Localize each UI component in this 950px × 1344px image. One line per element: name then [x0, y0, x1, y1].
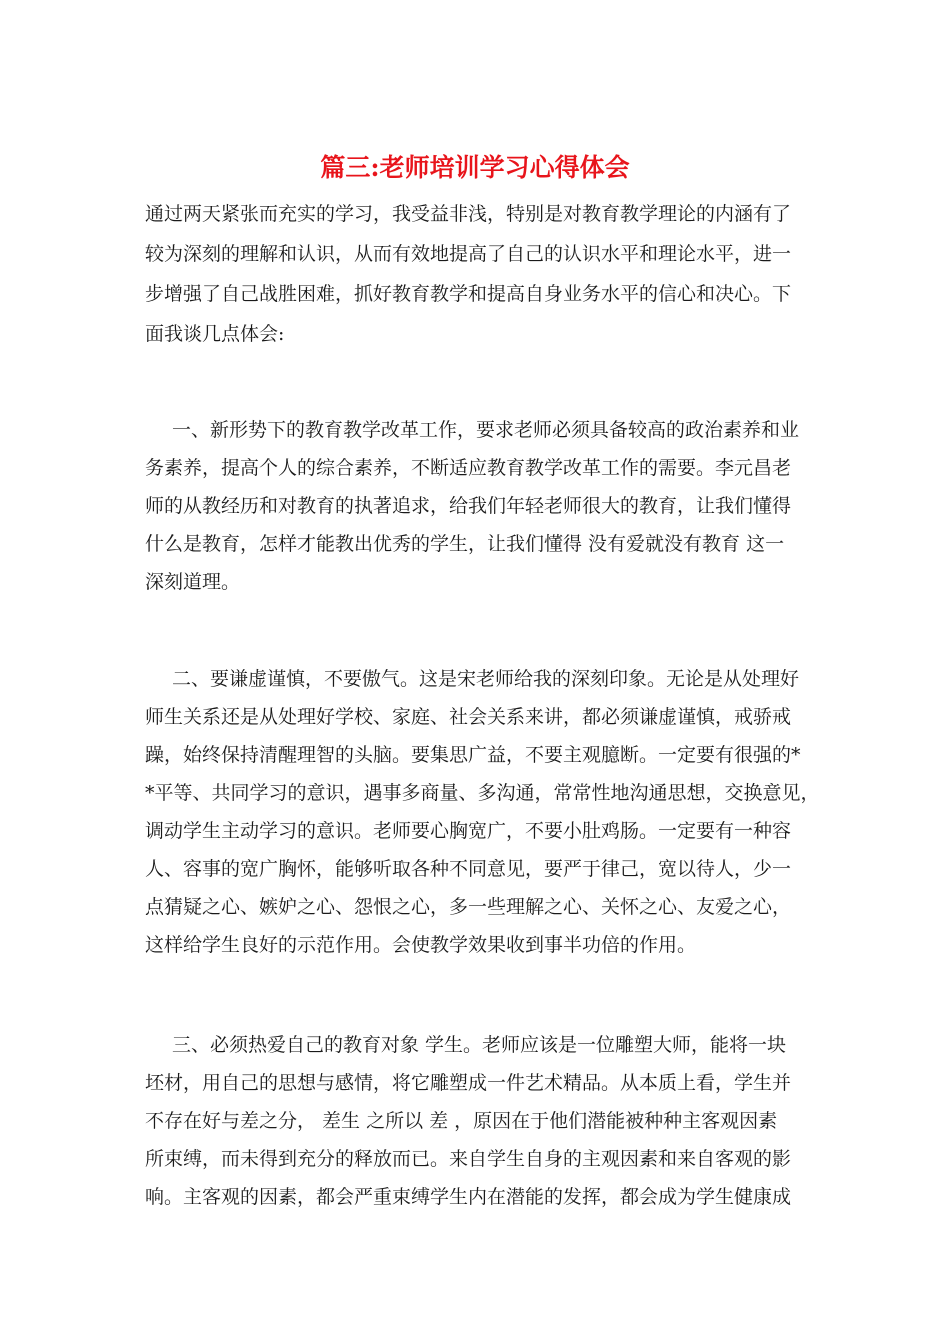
- paragraph-2-line-2: 务素养，提高个人的综合素养，不断适应教育教学改革工作的需要。李元昌老: [145, 457, 792, 479]
- paragraph-3-line-5: 调动学生主动学习的意识。老师要心胸宽广，不要小肚鸡肠。一定要有一种容: [145, 820, 792, 842]
- paragraph-3-line-6: 人、容事的宽广胸怀，能够听取各种不同意见，要严于律己，宽以待人，少一: [145, 858, 792, 880]
- paragraph-1-line-1: 通过两天紧张而充实的学习，我受益非浅，特别是对教育教学理论的内涵有了: [145, 203, 792, 225]
- paragraph-4-line-1: 三、必须热爱自己的教育对象 学生。老师应该是一位雕塑大师，能将一块: [172, 1034, 787, 1056]
- paragraph-2-line-1: 一、新形势下的教育教学改革工作，要求老师必须具备较高的政治素养和业: [172, 419, 800, 441]
- paragraph-2-line-3: 师的从教经历和对教育的执著追求，给我们年轻老师很大的教育，让我们懂得: [145, 495, 792, 517]
- paragraph-1-line-2: 较为深刻的理解和认识，从而有效地提高了自己的认识水平和理论水平，进一: [145, 243, 792, 265]
- paragraph-3-line-4: *平等、共同学习的意识，遇事多商量、多沟通，常常性地沟通思想，交换意见，: [145, 782, 820, 804]
- paragraph-4-line-3: 不存在好与差之分， 差生 之所以 差 ，原因在于他们潜能被种种主客观因素: [145, 1110, 778, 1132]
- paragraph-4-line-4: 所束缚，而未得到充分的释放而已。来自学生自身的主观因素和来自客观的影: [145, 1148, 792, 1170]
- paragraph-3-line-8: 这样给学生良好的示范作用。会使教学效果收到事半功倍的作用。: [145, 934, 697, 956]
- paragraph-4-line-5: 响。主客观的因素，都会严重束缚学生内在潜能的发挥，都会成为学生健康成: [145, 1186, 792, 1208]
- paragraph-2-line-4: 什么是教育，怎样才能教出优秀的学生，让我们懂得 没有爱就没有教育 这一: [145, 533, 785, 555]
- paragraph-3-line-1: 二、要谦虚谨慎，不要傲气。这是宋老师给我的深刻印象。无论是从处理好: [172, 668, 800, 690]
- paragraph-1-line-3: 步增强了自己战胜困难，抓好教育教学和提高自身业务水平的信心和决心。下: [145, 283, 792, 305]
- paragraph-3-line-7: 点猜疑之心、嫉妒之心、怨恨之心，多一些理解之心、关怀之心、友爱之心，: [145, 896, 792, 918]
- document-title: 篇三:老师培训学习心得体会: [320, 153, 630, 182]
- paragraph-4-line-2: 坯材，用自己的思想与感情，将它雕塑成一件艺术精品。从本质上看，学生并: [145, 1072, 792, 1094]
- paragraph-2-line-5: 深刻道理。: [145, 571, 241, 593]
- paragraph-3-line-3: 躁，始终保持清醒理智的头脑。要集思广益，不要主观臆断。一定要有很强的*: [145, 744, 801, 766]
- paragraph-3-line-2: 师生关系还是从处理好学校、家庭、社会关系来讲，都必须谦虚谨慎，戒骄戒: [145, 706, 792, 728]
- paragraph-1-line-4: 面我谈几点体会:: [145, 323, 285, 345]
